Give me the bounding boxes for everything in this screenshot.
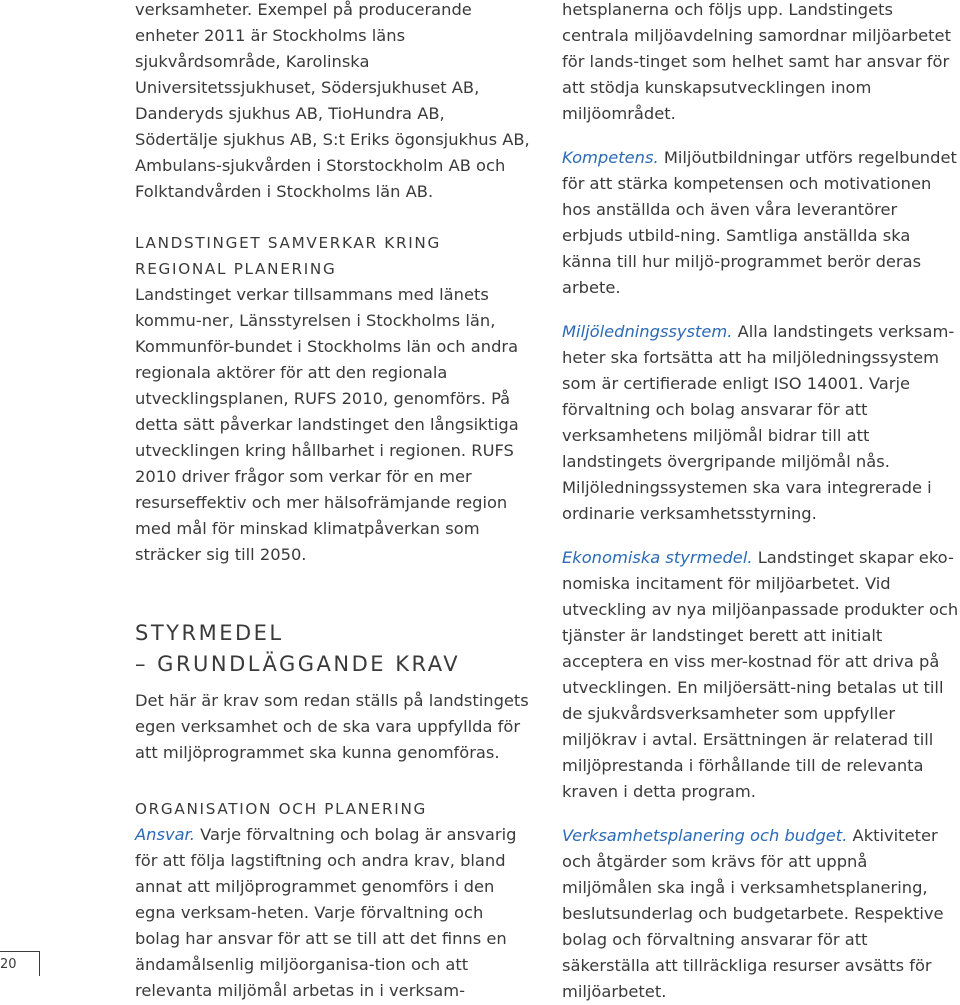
- ekonomiska-paragraph: [562, 545, 960, 805]
- heading-line: STYRMEDEL: [135, 621, 284, 645]
- section-heading-styrmedel: [135, 618, 530, 680]
- verksamhet-lead: Verksamhetsplanering och budget.: [562, 826, 848, 845]
- heading-line: – GRUNDLÄGGANDE KRAV: [135, 652, 461, 676]
- section-heading-regional-planning: [135, 230, 530, 282]
- page-number: 20: [0, 957, 17, 972]
- intro-paragraph: verksamheter. Exempel på producerande enheter 2011 är Stockholms läns sjukvårdsområde, Karolinska Universitetssjukhuset, Södersjukhuset AB, Danderyds sjukhus AB, TioHundra AB, Södertälje sjukhus AB, S:t Eriks ögonsjukhus AB, Ambulans-sjukvården i Storstockholm AB och Folktandvården i Stockholms län AB.: [135, 0, 530, 201]
- heading-line: LANDSTINGET SAMVERKAR KRING: [135, 234, 441, 252]
- ekonomiska-lead: Ekonomiska styrmedel.: [562, 548, 753, 567]
- left-column: [135, 0, 530, 1004]
- heading-line: REGIONAL PLANERING: [135, 260, 337, 278]
- section-heading-organisation: ORGANISATION OCH PLANERING: [135, 800, 428, 818]
- verksamhet-text: Aktiviteter och åtgärder som krävs för att uppnå miljömålen ska ingå i verksamhetsplanering, beslutsunderlag och budgetarbete. Respektive bolag och förvaltning ansvarar för att säkerställa att tillräckliga resurser avsätts för miljöarbetet.: [562, 826, 944, 1001]
- kompetens-text: Miljöutbildningar utförs regelbundet för att stärka kompetensen och motivationen hos anställda och även våra leverantörer erbjuds utbild-ning. Samtliga anställda ska känna till hur miljö-programmet berör deras arbete.: [562, 148, 957, 297]
- miljoledning-paragraph: [562, 319, 960, 527]
- right-column: [562, 0, 960, 1005]
- ansvar-paragraph: [135, 822, 530, 1004]
- ansvar-text: Varje förvaltning och bolag är ansvarig för att följa lagstiftning och andra krav, bland annat att miljöprogrammet genomförs i den egna verksam-heten. Varje förvaltning och bolag har ansvar för att se till att det finns en ändamålsenlig miljöorganisa-tion och att relevanta miljömål arbetas in i verksam-: [135, 825, 517, 1000]
- continuation-paragraph: hetsplanerna och följs upp. Landstingets centrala miljöavdelning samordnar miljöarbetet för lands-tinget som helhet samt har ansvar för att stödja kunskapsutvecklingen inom miljöområdet.: [562, 0, 951, 123]
- kompetens-lead: Kompetens.: [562, 148, 659, 167]
- miljoledning-text: Alla landstingets verksam-heter ska fortsätta att ha miljöledningssystem som är certifierade enligt ISO 14001. Varje förvaltning och bolag ansvarar för att verksamhetens miljömål bidrar till att landstingets övergripande miljömål nås. Miljöledningssystemen ska vara integrerade i ordinarie verksamhetsstyrning.: [562, 322, 955, 523]
- ansvar-lead: Ansvar.: [135, 825, 195, 844]
- ekonomiska-text: Landstinget skapar eko-nomiska incitament för miljöarbetet. Vid utveckling av nya miljöanpassade produkter och tjänster är landstinget berett att initialt acceptera en viss mer-kostnad för att driva på utvecklingen. En miljöersätt-ning betalas ut till de sjukvårdsverksamheter som uppfyller miljökrav i avtal. Ersättningen är relaterad till miljöprestanda i förhållande till de relevanta kraven i detta program.: [562, 548, 959, 801]
- kompetens-paragraph: [562, 145, 960, 301]
- verksamhet-paragraph: [562, 823, 960, 1005]
- styrmedel-paragraph: Det här är krav som redan ställs på landstingets egen verksamhet och de ska vara uppfyllda för att miljöprogrammet ska kunna genomföras.: [135, 691, 529, 762]
- miljoledning-lead: Miljöledningssystem.: [562, 322, 733, 341]
- regional-planning-paragraph: Landstinget verkar tillsammans med länets kommu-ner, Länsstyrelsen i Stockholms län, Kommunför-bundet i Stockholms län och andra regionala aktörer för att den regionala utvecklingsplanen, RUFS 2010, genomförs. På detta sätt påverkar landstinget den långsiktiga utvecklingen kring hållbarhet i regionen. RUFS 2010 driver frågor som verkar för en mer resurseffektiv och mer hälsofrämjande region med mål för minskad klimatpåverkan som sträcker sig till 2050.: [135, 285, 519, 564]
